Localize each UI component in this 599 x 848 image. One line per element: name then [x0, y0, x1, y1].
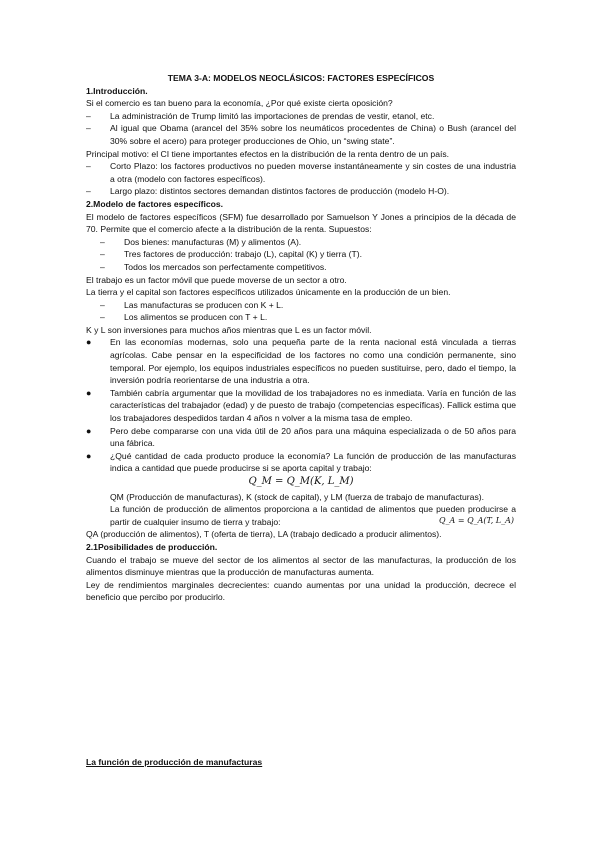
paragraph: El trabajo es un factor móvil que puede moverse de un sector a otro. — [86, 274, 347, 285]
page-title: TEMA 3-A: MODELOS NEOCLÁSICOS: FACTORES ESPECÍFICOS — [167, 73, 435, 83]
paragraph: QA (producción de alimentos), T (oferta de tierra), LA (trabajo dedicado a producir alimentos). — [86, 529, 442, 540]
list-item: – Corto Plazo: los factores productivos no pueden moverse instantáneamente y sin costes de una industria a otra (modelo con factores específicos). — [86, 161, 516, 184]
list-item: – Tres factores de producción: trabajo (L), capital (K) y tierra (T). — [100, 249, 363, 260]
paragraph: Principal motivo: el CI tiene importantes efectos en la distribución de la renta dentro de un país. — [86, 148, 450, 159]
paragraph: Si el comercio es tan bueno para la economía, ¿Por qué existe cierta oposición? — [86, 98, 393, 109]
paragraph: K y L son inversiones para muchos años mientras que L es un factor móvil. — [86, 324, 372, 335]
paragraph: La tierra y el capital son factores específicos utilizados únicamente en la producción de un bien. — [86, 287, 451, 298]
paragraph: El modelo de factores específicos (SFM) fue desarrollado por Samuelson Y Jones a principios de la década de 70. Permite que el comercio afecte a la distribución de la renta. Supuestos: — [86, 211, 516, 235]
list-item: – Todos los mercados son perfectamente competitivos. — [100, 261, 327, 272]
paragraph — [110, 503, 516, 528]
list-item: – Las manufacturas se producen con K + L. — [100, 299, 284, 310]
bullet-item: ● En las economías modernas, solo una pequeña parte de la renta nacional está vinculada a tierras agrícolas. Cabe pensar en la especificidad de los factores no como una condición permanente, sino temporal. Por ejemplo, los equipos industriales específicos no pueden sustituirse, pero, dado el tiempo, la inversión podría reorientarse de una industria a otra. — [86, 337, 516, 386]
paragraph: Ley de rendimientos marginales decrecientes: cuando aumentas por una unidad la producción, decrece el beneficio que percibo por producirlo. — [86, 579, 516, 603]
section-2-heading: 2.Modelo de factores específicos. — [86, 198, 224, 209]
bullet-item: ● ¿Qué cantidad de cada producto produce la economía? La función de producción de las manufacturas indica a cantidad que puede producirse si se aporta capital y trabajo: — [86, 450, 516, 474]
section-2-1-heading: 2.1Posibilidades de producción. — [86, 541, 218, 552]
paragraph-text: La función de producción de alimentos proporciona a la cantidad de alimentos que pueden producirse a partir de cualquier insumo de tierra y trabajo: — [110, 504, 516, 527]
document-page — [86, 72, 516, 604]
list-item: – La administración de Trump limitó las importaciones de prendas de vestir, etanol, etc. — [86, 110, 435, 121]
paragraph: QM (Producción de manufacturas), K (stock de capital), y LM (fuerza de trabajo de manufacturas). — [110, 491, 484, 502]
list-item: – Dos bienes: manufacturas (M) y alimentos (A). — [100, 236, 302, 247]
list-item: – Largo plazo: distintos sectores demandan distintos factores de producción (modelo H-O). — [86, 186, 450, 197]
formula-manufactures: Q_M = Q_M(K, L_M) — [248, 476, 354, 487]
list-item: – Los alimentos se producen con T + L. — [100, 312, 268, 323]
formula-food: Q_A = Q_A(T, L_A) — [438, 515, 514, 525]
bullet-item: ● También cabría argumentar que la movilidad de los trabajadores no es inmediata. Varía en función de las características del trabajador (edad) y de puesto de trabajo (competencias específicas). Fallick estima que los trabajadores despedidos tardan 4 años n volver a la misma tasa de empleo. — [86, 387, 516, 424]
section-1-heading: 1.Introducción. — [86, 85, 148, 96]
list-item: – Al igual que Obama (arancel del 35% sobre los neumáticos procedentes de China) o Bush (arancel del 30% sobre el acero) para proteger producciones de Ohio, un “swing state”. — [86, 123, 516, 146]
bullet-item: ● Pero debe compararse con una vida útil de 20 años para una máquina especializada o de 50 años para una fábrica. — [86, 425, 516, 449]
bottom-heading: La función de producción de manufacturas — [86, 757, 263, 767]
paragraph: Cuando el trabajo se mueve del sector de los alimentos al sector de las manufacturas, la producción de los alimentos disminuye mientras que la producción de manufacturas aumenta. — [86, 554, 516, 578]
